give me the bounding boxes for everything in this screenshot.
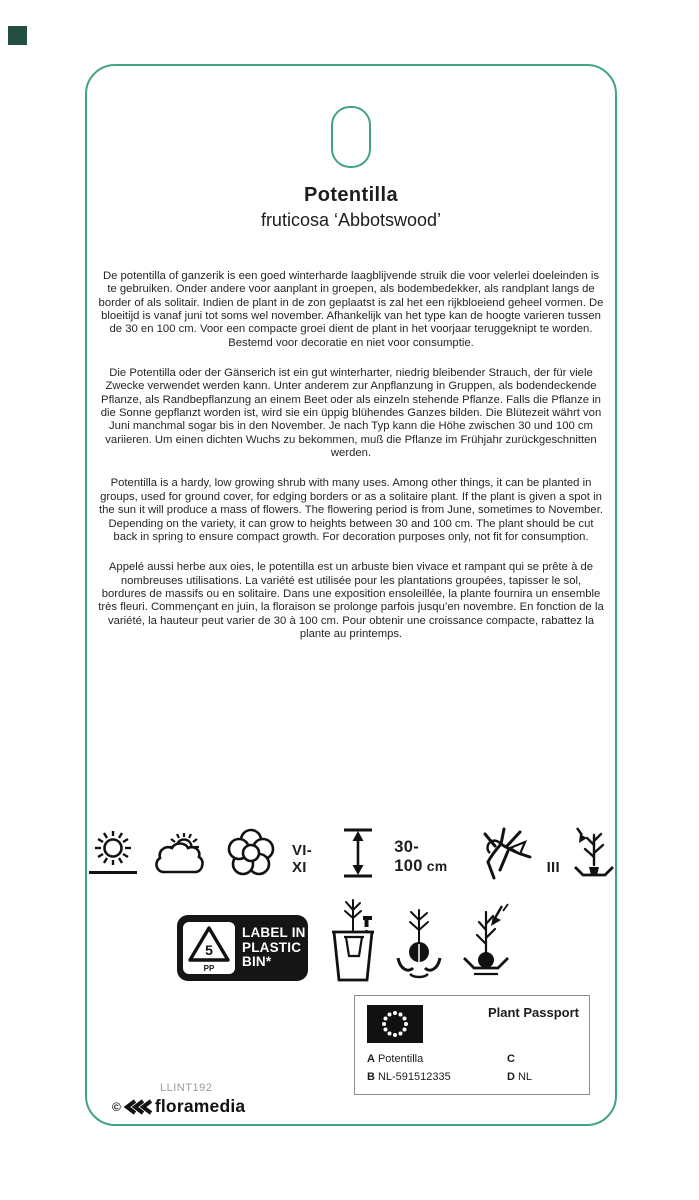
planting-steps-icons xyxy=(330,898,510,986)
description-de: Die Potentilla oder der Gänserich ist ein gut winterharter, niedrig bleibender Strauch, der für viele Zwecke verwendet werden kann. Unter anderem zur Anpflanzung in Gruppen, als bodendeckende Pflanze, als Randbepflanzung an einem Beet oder als einzeln stehende Pflanze. Falls die Pflanze in die Sonne gepflanzt worden ist, wird sie ein üppig blühendes Ganzes bilden. Die Blütezeit währt von Juni manchmal sogar bis in den November. Je nach Typ kann die Höhe zwischen 30 und 100 cm variieren. Um einen dichten Wuchs zu bekommen, muß die Pflanze im Frühjahr zurückgeschnitten werden. xyxy=(100,367,602,460)
full-sun-icon xyxy=(87,830,139,876)
svg-text:PP: PP xyxy=(203,964,215,973)
title-block xyxy=(87,184,615,231)
plant-variety-subtitle: fruticosa ‘Abbotswood’ xyxy=(260,210,442,230)
height-unit-label: cm xyxy=(426,858,448,874)
water-plant-icon xyxy=(462,902,510,986)
plant-genus-title: Potentilla xyxy=(303,184,398,206)
print-code: LLINT192 xyxy=(160,1082,213,1094)
floramedia-leaf-icon xyxy=(124,1099,152,1115)
passport-field-b: B NL-591512335 xyxy=(367,1071,451,1083)
plant-label-card xyxy=(85,64,617,1126)
flower-icon xyxy=(223,828,279,878)
flowering-period-label: VI-XI xyxy=(292,842,313,876)
description-fr: Appelé aussi herbe aux oies, le potentilla est un arbuste bien vivace et rampant qui se prête à de nombreuses utilisations. La variété est utilisée pour les plantations groupées, tapisser le sol, bordures de massifs ou en solitaire. Dans une exposition ensoleillée, la plante fournira un ensemble très fleuri. Commençant en juin, la floraison se prolonge parfois jusqu’en novembre. En fonction de la variété, la hauteur peut varier de 30 à 100 cm. Pour obtenir une croissance compacte, rabattez la plante au printemps. xyxy=(98,561,604,640)
plant-passport-box xyxy=(354,995,590,1095)
pruning-shears-icon xyxy=(480,826,534,880)
plastic-bin-text: LABEL IN PLASTIC BIN* xyxy=(242,925,306,970)
passport-title: Plant Passport xyxy=(487,1005,579,1020)
floramedia-logo xyxy=(112,1096,245,1117)
copyright-icon: © xyxy=(112,1099,121,1114)
passport-field-a: A Potentilla xyxy=(367,1053,424,1065)
passport-fields-right xyxy=(507,1050,532,1086)
plant-rootball-icon xyxy=(396,908,442,986)
eu-flag-icon xyxy=(367,1005,423,1043)
label-in-plastic-bin-badge xyxy=(177,915,308,981)
partial-sun-icon xyxy=(152,831,210,875)
passport-fields-left xyxy=(367,1050,451,1086)
description-en: Potentilla is a hardy, low growing shrub with many uses. Among other things, it can be planted in groups, used for ground cover, for edging borders or as a solitaire plant. If the plant is given a spot in the sun it will produce a mass of flowers. The flowering period is from June, sometimes to November. Depending on the variety, it can grow to heights between 30 and 100 cm. The plant should be cut back in spring to ensure compact growth. For decoration purposes only, not fit for consumption. xyxy=(99,477,603,543)
hanging-hole xyxy=(331,106,371,168)
height-arrow-icon xyxy=(337,826,381,880)
recycle-pp5-icon xyxy=(183,922,235,974)
brand-name: floramedia xyxy=(154,1096,246,1116)
description-nl: De potentilla of ganzerik is een goed winterharde laagblijvende struik die voor velerlei doeleinden is te gebruiken. Onder andere voor aanplant in groepen, als bodembedekker, als randplant langs de border of als solitair. Indien de plant in de zon geplaatst is zal het een rijkbloeiend geheel vormen. De bloeitijd is vanaf juni tot soms wel november. Afhankelijk van het type kan de hoogte varieren tussen de 30 en 100 cm. Voor een compacte groei dient de plant in het voorjaar teruggeknipt te worden. Bestemd voor decoratie en niet voor consumptie. xyxy=(98,270,604,349)
care-icons-row xyxy=(87,822,615,884)
soak-pot-icon xyxy=(330,898,376,986)
planting-icon xyxy=(573,827,615,879)
svg-text:5: 5 xyxy=(205,942,213,958)
pruning-month-label: III xyxy=(546,859,560,876)
passport-field-d: D NL xyxy=(507,1071,533,1083)
passport-field-c: C xyxy=(507,1053,515,1065)
description-block xyxy=(98,270,604,658)
corner-registration-mark xyxy=(8,26,27,45)
height-range-label: 30-100 cm xyxy=(394,838,448,875)
